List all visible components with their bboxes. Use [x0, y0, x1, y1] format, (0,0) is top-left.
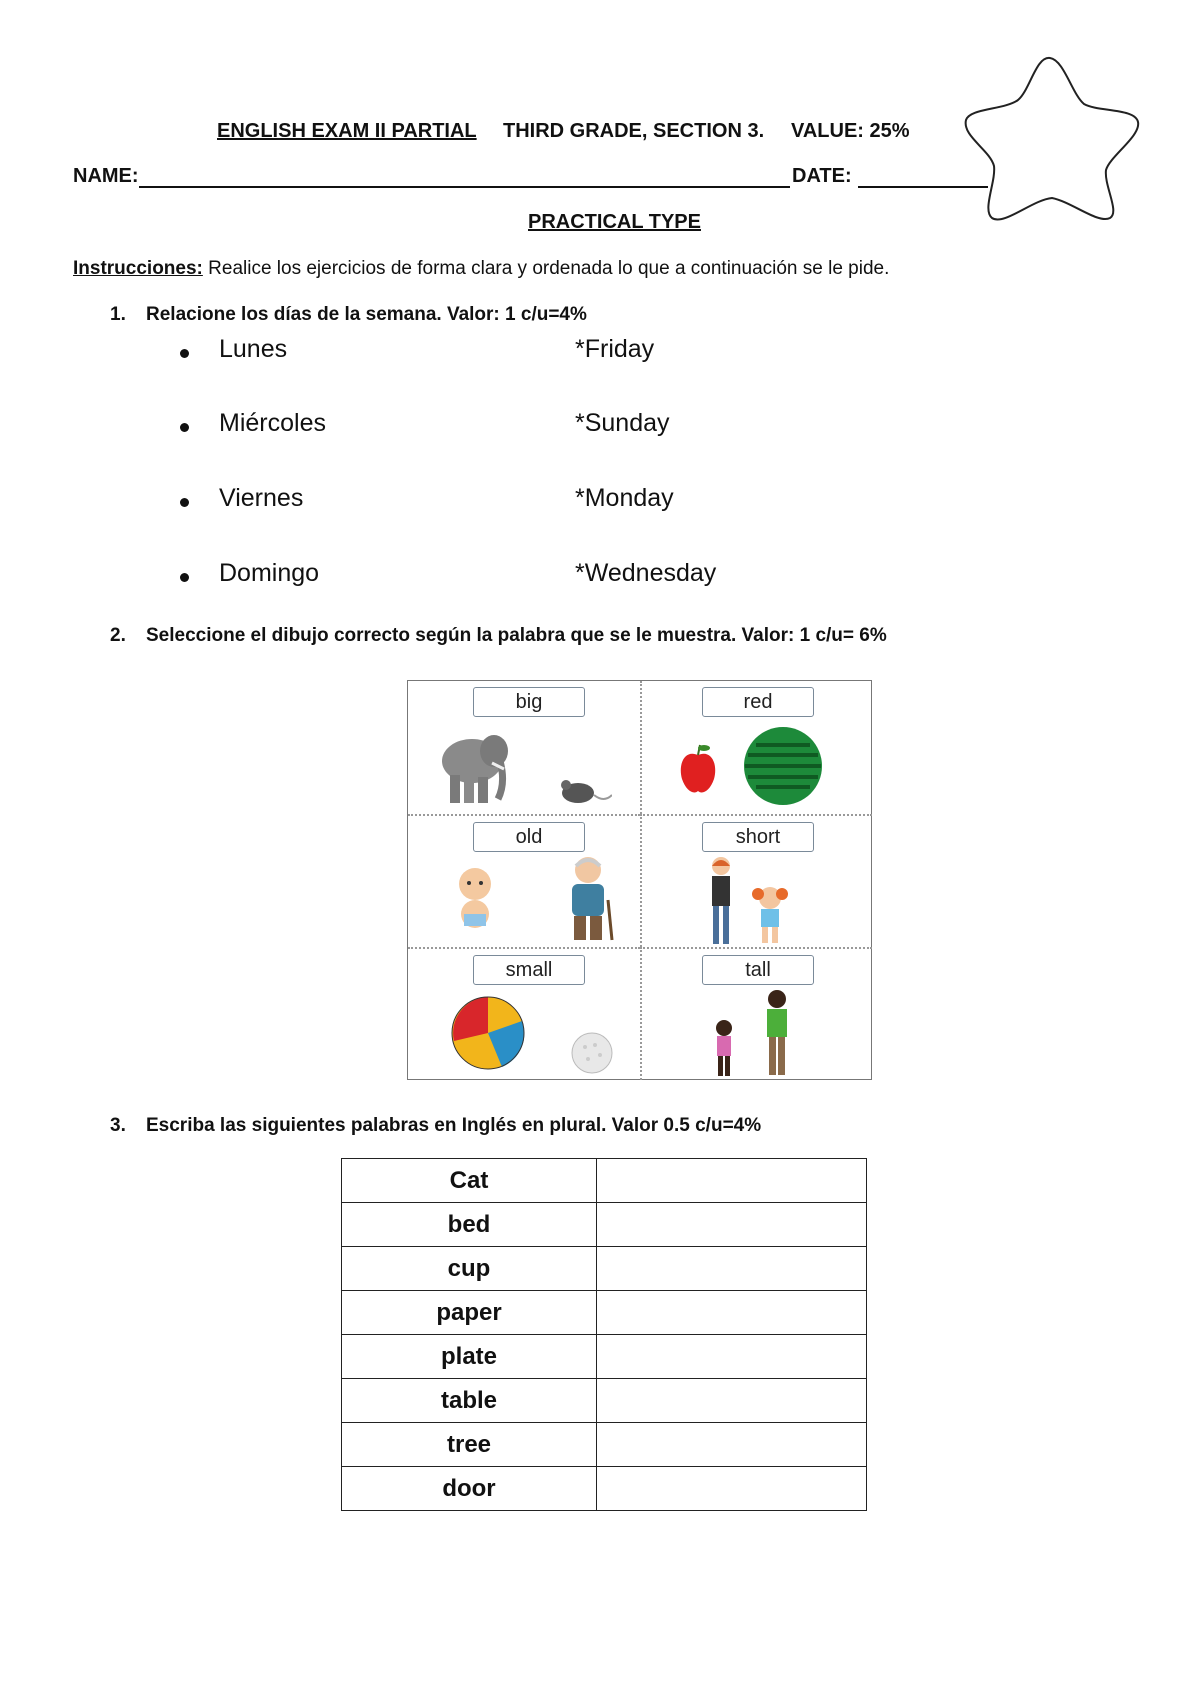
word-label-small: small	[473, 955, 585, 985]
spanish-day: Miércoles	[219, 409, 326, 437]
table-word: cup	[342, 1247, 597, 1291]
english-day: *Friday	[575, 335, 655, 363]
table-row	[342, 1247, 867, 1291]
cell-big	[408, 681, 640, 814]
beach-ball-icon[interactable]	[450, 995, 526, 1071]
instructions-text: Realice los ejercicios de forma clara y ordenada lo que a continuación se le pide.	[202, 258, 890, 279]
exam-value: VALUE: 25%	[791, 120, 910, 142]
q2-text: Seleccione el dibujo correcto según la palabra que se le muestra. Valor: 1 c/u= 6%	[146, 625, 887, 646]
date-label: DATE:	[792, 165, 852, 187]
cell-short	[640, 814, 872, 947]
word-label-tall: tall	[702, 955, 814, 985]
q3-text: Escriba las siguientes palabras en Inglés en plural. Valor 0.5 c/u=4%	[146, 1115, 762, 1136]
answer-cell[interactable]	[597, 1423, 867, 1467]
exam-title: ENGLISH EXAM II PARTIAL	[217, 120, 477, 142]
answer-cell[interactable]	[597, 1335, 867, 1379]
practical-type-title: PRACTICAL TYPE	[528, 211, 701, 233]
answer-cell[interactable]	[597, 1203, 867, 1247]
answer-cell[interactable]	[597, 1291, 867, 1335]
english-day: *Sunday	[575, 409, 670, 437]
cell-red	[640, 681, 872, 814]
answer-cell[interactable]	[597, 1247, 867, 1291]
table-row	[342, 1379, 867, 1423]
cell-small	[408, 947, 640, 1080]
star-icon	[960, 52, 1140, 222]
bullet-icon	[180, 349, 189, 358]
short-child-icon[interactable]	[712, 1019, 736, 1077]
table-word: bed	[342, 1203, 597, 1247]
match-row	[0, 335, 1200, 375]
table-word: Cat	[342, 1159, 597, 1203]
tall-person-icon[interactable]	[762, 989, 792, 1077]
grade-section: THIRD GRADE, SECTION 3.	[503, 120, 765, 142]
cell-old	[408, 814, 640, 947]
match-row	[0, 409, 1200, 449]
instructions	[73, 258, 889, 280]
word-label-big: big	[473, 687, 585, 717]
table-row	[342, 1203, 867, 1247]
answer-cell[interactable]	[597, 1159, 867, 1203]
bullet-icon	[180, 573, 189, 582]
answer-cell[interactable]	[597, 1467, 867, 1511]
baby-icon[interactable]	[452, 866, 498, 934]
table-word: table	[342, 1379, 597, 1423]
bullet-icon	[180, 423, 189, 432]
cell-tall	[640, 947, 872, 1080]
table-row	[342, 1159, 867, 1203]
name-label: NAME:	[73, 165, 139, 187]
picture-grid	[407, 680, 872, 1080]
spanish-day: Viernes	[219, 484, 304, 512]
word-label-short: short	[702, 822, 814, 852]
watermelon-icon[interactable]	[742, 725, 824, 807]
mouse-icon[interactable]	[556, 773, 612, 807]
date-line[interactable]	[858, 186, 988, 188]
table-word: tree	[342, 1423, 597, 1467]
table-row	[342, 1423, 867, 1467]
elephant-icon[interactable]	[434, 723, 514, 805]
q3-number: 3.	[110, 1115, 126, 1136]
match-row	[0, 559, 1200, 599]
spanish-day: Lunes	[219, 335, 288, 363]
match-row	[0, 484, 1200, 524]
table-row	[342, 1335, 867, 1379]
apple-icon[interactable]	[678, 743, 718, 795]
spanish-day: Domingo	[219, 559, 320, 587]
bullet-icon	[180, 498, 189, 507]
table-word: paper	[342, 1291, 597, 1335]
q1-text: Relacione los días de la semana. Valor: 1 c/u=4%	[146, 304, 587, 325]
name-line[interactable]	[139, 186, 790, 188]
q2-number: 2.	[110, 625, 126, 646]
answer-cell[interactable]	[597, 1379, 867, 1423]
table-row	[342, 1467, 867, 1511]
golf-ball-icon[interactable]	[570, 1031, 614, 1075]
english-day: *Wednesday	[575, 559, 717, 587]
short-girl-icon[interactable]	[750, 884, 790, 944]
old-man-icon[interactable]	[556, 854, 620, 942]
english-day: *Monday	[575, 484, 674, 512]
q1-number: 1.	[110, 304, 126, 325]
plural-table	[341, 1158, 867, 1511]
table-row	[342, 1291, 867, 1335]
word-label-red: red	[702, 687, 814, 717]
table-word: door	[342, 1467, 597, 1511]
instructions-label: Instrucciones:	[73, 258, 203, 279]
word-label-old: old	[473, 822, 585, 852]
tall-girl-icon[interactable]	[706, 856, 736, 946]
table-word: plate	[342, 1335, 597, 1379]
